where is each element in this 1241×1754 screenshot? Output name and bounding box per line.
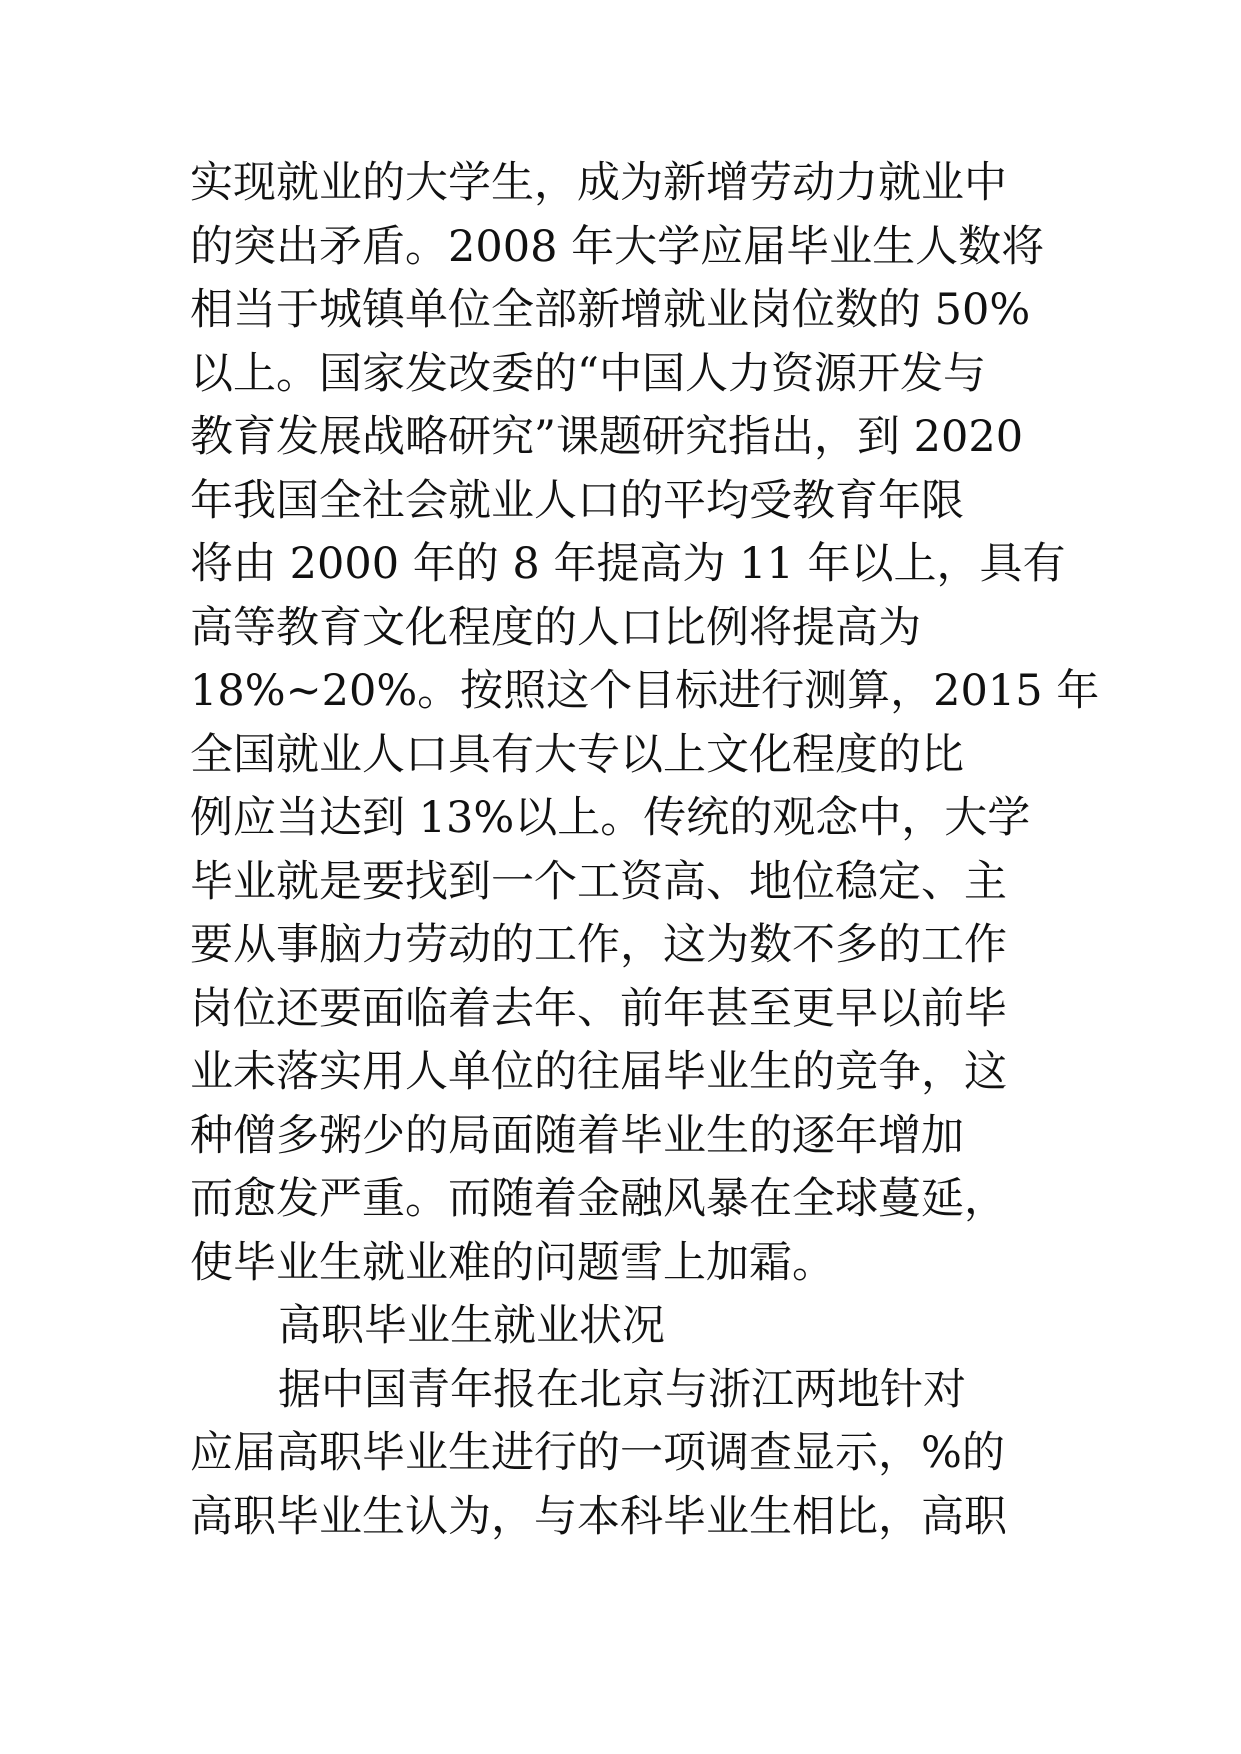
text-line: 的突出矛盾。2008 年大学应届毕业生人数将 bbox=[190, 221, 1045, 272]
text-line: 实现就业的大学生，成为新增劳动力就业中 bbox=[190, 158, 1007, 208]
text-line: 教育发展战略研究”课题研究指出，到 2020 bbox=[190, 412, 1024, 462]
text-line: 业未落实用人单位的往届毕业生的竞争，这 bbox=[190, 1047, 1007, 1097]
text-line: 18%~20%。按照这个目标进行测算，2015 年 bbox=[190, 666, 1100, 716]
section-heading: 高职毕业生就业状况 bbox=[278, 1301, 665, 1351]
text-line: 种僧多粥少的局面随着毕业生的逐年增加 bbox=[190, 1110, 964, 1161]
text-line: 据中国青年报在北京与浙江两地针对 bbox=[278, 1364, 966, 1415]
text-line: 年我国全社会就业人口的平均受教育年限 bbox=[190, 475, 964, 526]
text-line: 应届高职毕业生进行的一项调查显示，%的 bbox=[190, 1428, 1005, 1478]
text-line: 要从事脑力劳动的工作，这为数不多的工作 bbox=[190, 920, 1007, 970]
text-line: 毕业就是要找到一个工资高、地位稳定、主 bbox=[190, 856, 1007, 907]
text-line: 以上。国家发改委的“中国人力资源开发与 bbox=[190, 348, 986, 399]
document-body bbox=[190, 152, 1100, 1549]
text-line: 岗位还要面临着去年、前年甚至更早以前毕 bbox=[190, 983, 1007, 1034]
text-line: 全国就业人口具有大专以上文化程度的比 bbox=[190, 729, 964, 780]
text-line: 高职毕业生认为，与本科毕业生相比，高职 bbox=[190, 1491, 1007, 1542]
text-line: 将由 2000 年的 8 年提高为 11 年以上，具有 bbox=[190, 539, 1066, 589]
text-line: 相当于城镇单位全部新增就业岗位数的 50% bbox=[190, 285, 1031, 335]
text-line: 例应当达到 13%以上。传统的观念中，大学 bbox=[190, 793, 1031, 843]
text-line: 而愈发严重。而随着金融风暴在全球蔓延， bbox=[190, 1174, 1007, 1224]
text-line: 使毕业生就业难的问题雪上加霜。 bbox=[190, 1237, 835, 1288]
text-line: 高等教育文化程度的人口比例将提高为 bbox=[190, 602, 921, 653]
